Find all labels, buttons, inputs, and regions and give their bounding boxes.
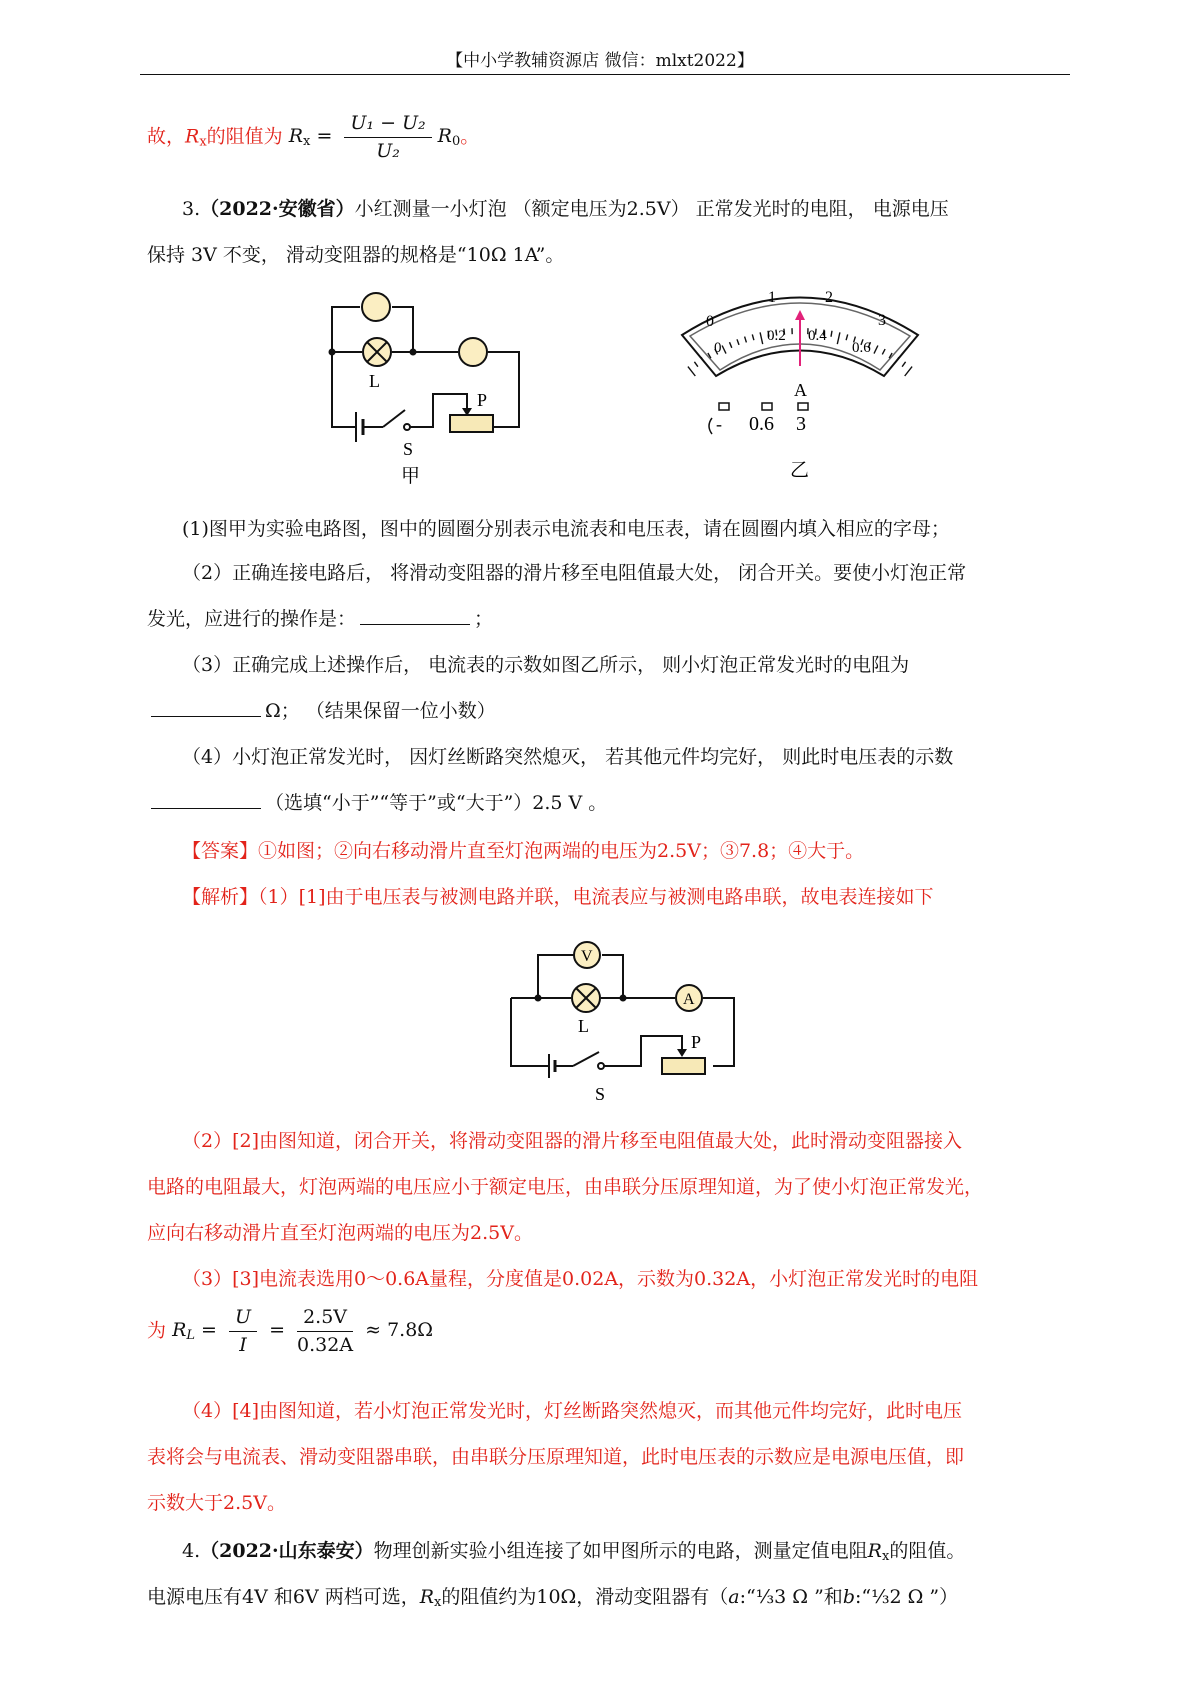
circuit-figure-jia — [325, 290, 585, 490]
outer-scale-2: 2 — [825, 289, 833, 306]
inner-scale-3: 0.6 — [852, 340, 871, 356]
voltmeter-label: V — [581, 948, 593, 965]
analysis-p1-text: （1）[1]由于电压表与被测电路并联，电流表应与被测电路串联，故电表连接如下 — [258, 886, 934, 908]
formula-denominator: U₂ — [376, 139, 400, 162]
terminal-06 — [762, 403, 772, 410]
rl-sub: L — [186, 1328, 196, 1344]
q4-stem-line1 — [182, 1540, 965, 1565]
ammeter-figure-yi — [672, 280, 932, 490]
q3-sub2a: （2）正确连接电路后， 将滑动变阻器的滑片移至电阻值最大处， 闭合开关。要使小灯泡正常 — [182, 562, 967, 584]
scale-tick — [902, 362, 906, 367]
scale-tick — [694, 362, 698, 367]
analysis-p2a: （2）[2]由图知道，闭合开关，将滑动变阻器的滑片移至电阻值最大处，此时滑动变阻器接入 — [182, 1130, 963, 1152]
rl-formula: $R_L$ = $\frac{U}{I}$ = $\frac{2.5V}{0.32A}$ ≈ 7.8Ω — [172, 1306, 434, 1356]
analysis-p4c: 示数大于2.5V。 — [147, 1492, 286, 1514]
answer-blank-3[interactable] — [151, 715, 261, 717]
terminal-neg — [719, 403, 729, 410]
q3-stem1: 小红测量一小灯泡 （额定电压为2.5V） 正常发光时的电阻， 电源电压 — [354, 198, 949, 220]
q3-sub1: (1)图甲为实验电路图，图中的圆圈分别表示电流表和电压表，请在圆圈内填入相应的字母； — [182, 518, 950, 540]
q4-stem-line2 — [147, 1586, 958, 1611]
rx-formula — [288, 112, 461, 162]
formula-numerator: U₁ − U₂ — [344, 112, 431, 138]
answer-line — [182, 840, 864, 863]
formula-fraction — [344, 112, 431, 163]
analysis-p2b: 电路的电阻最大，灯泡两端的电压应小于额定电压，由串联分压原理知道，为了使小灯泡正常发光， — [147, 1176, 984, 1198]
q3-sub2b-pre: 发光，应进行的操作是： — [147, 608, 357, 630]
q3-sub3a: （3）正确完成上述操作后， 电流表的示数如图乙所示， 则小灯泡正常发光时的电阻为 — [182, 654, 910, 676]
outer-scale-1: 1 — [768, 289, 776, 306]
formula-eq: = — [316, 125, 333, 148]
q3-number: 3. — [182, 198, 201, 220]
q4-stem1-post: 的阻值。 — [889, 1540, 966, 1562]
q4-b-label: b — [842, 1586, 855, 1608]
slider-answer-label: P — [691, 1032, 702, 1052]
right-meter-circle — [459, 338, 487, 366]
terminal-3 — [798, 403, 808, 410]
q3-sub4b — [147, 792, 607, 815]
circuit-answer-figure — [505, 938, 745, 1113]
rx-symbol: R — [185, 125, 200, 148]
q4-a-spec: :“⅓3 Ω ” — [739, 1586, 824, 1608]
fig-jia-caption: 甲 — [401, 466, 421, 487]
q4-stem2-pre: 电源电压有4V 和6V 两档可选， — [147, 1586, 420, 1608]
formula-factor: R — [437, 125, 452, 148]
inner-scale-2: 0.4 — [808, 328, 827, 344]
analysis-p3a: （3）[3]电流表选用0～0.6A量程，分度值是0.02A，示数为0.32A，小灯泡正常发光时的电阻 — [182, 1268, 979, 1290]
q3-stem-line1 — [182, 198, 949, 221]
q4-number: 4. — [182, 1540, 201, 1562]
rl-result: ≈ 7.8Ω — [365, 1319, 434, 1342]
q4-stem1-pre: 物理创新实验小组连接了如甲图所示的电路，测量定值电阻 — [373, 1540, 868, 1562]
q4-b-spec: :“⅓2 Ω ”） — [854, 1586, 959, 1608]
q4-stem2-mid: 的阻值约为10Ω，滑动变阻器有（ — [441, 1586, 729, 1608]
terminal-neg-label: - — [716, 414, 722, 434]
q3-sub4a: （4）小灯泡正常发光时， 因灯丝断路突然熄灭， 若其他元件均完好， 则此时电压表的示数 — [182, 746, 954, 768]
q4-rx-sub-2: x — [434, 1595, 442, 1610]
outer-scale-3: 3 — [878, 312, 886, 329]
answer-blank-2[interactable] — [360, 623, 470, 625]
lamp-label: L — [369, 371, 380, 391]
q3-stem-line2: 保持 3V 不变， 滑动变阻器的规格是“10Ω 1A”。 — [147, 244, 565, 266]
slider-label: P — [477, 390, 488, 410]
prev-answer-line — [147, 112, 479, 163]
header-title: 【中小学教辅资源店 微信：mlxt2022】 — [446, 51, 754, 71]
q4-a-label: a — [728, 1586, 740, 1608]
fig-yi-caption: 乙 — [790, 460, 810, 481]
q4-rx-sub: x — [881, 1549, 890, 1564]
prev-answer-prefix: 故， — [147, 125, 186, 148]
switch-answer-label: S — [595, 1084, 606, 1104]
header-rule — [140, 74, 1070, 75]
rl-symbol: R — [172, 1319, 187, 1342]
rl-frac1-den: I — [239, 1333, 247, 1356]
top-meter-circle — [362, 293, 390, 321]
analysis-p4a: （4）[4]由图知道，若小灯泡正常发光时，灯丝断路突然熄灭，而其他元件均完好，此时电压 — [182, 1400, 963, 1422]
terminal-3-label: 3 — [796, 413, 806, 435]
q3-sub2b — [147, 608, 493, 631]
analysis-p3b-pre: 为 — [147, 1319, 167, 1342]
scale-tick — [831, 331, 832, 337]
q4-rx-2: R — [419, 1586, 435, 1608]
terminal-06-label: 0.6 — [749, 413, 774, 435]
inner-scale-0: 0 — [714, 340, 722, 356]
rx-sub: x — [199, 134, 207, 150]
analysis-p3b — [147, 1306, 433, 1357]
analysis-p2c: 应向右移动滑片直至灯泡两端的电压为2.5V。 — [147, 1222, 533, 1244]
analysis-p4b: 表将会与电流表、滑动变阻器串联，由串联分压原理知道，此时电压表的示数应是电源电压值，即 — [147, 1446, 965, 1468]
formula-lhs-sub: x — [303, 134, 311, 150]
analysis-tag: 【解析】 — [182, 886, 259, 908]
scale-tick — [905, 367, 912, 376]
answer-blank-4[interactable] — [151, 807, 261, 809]
answer-tag: 【答案】 — [182, 840, 259, 862]
switch-label: S — [403, 439, 414, 459]
q3-sub3b-post: Ω； （结果保留一位小数） — [265, 700, 496, 722]
q3-sub2b-post: ； — [474, 608, 494, 630]
rl-frac2 — [297, 1306, 353, 1357]
answer-text: ①如图；②向右移动滑片直至灯泡两端的电压为2.5V；③7.8；④大于。 — [258, 840, 865, 862]
formula-lhs: R — [288, 125, 304, 148]
rl-frac1 — [229, 1306, 257, 1357]
q4-source: （2022·山东泰安） — [200, 1540, 374, 1562]
rl-frac1-num: U — [229, 1306, 257, 1332]
ammeter-label: A — [683, 991, 695, 1008]
outer-scale-0: 0 — [706, 313, 714, 330]
q3-sub4b-post: （选填“小于”“等于”或“大于”）2.5 V 。 — [265, 792, 608, 814]
inner-scale-1: 0.2 — [767, 328, 786, 344]
analysis-p1 — [182, 886, 934, 909]
q3-source: （2022·安徽省） — [200, 198, 355, 220]
rl-frac2-num: 2.5V — [297, 1306, 353, 1332]
q3-sub3b — [147, 700, 496, 723]
q4-and: 和 — [823, 1586, 843, 1608]
rl-frac2-den: 0.32A — [297, 1333, 354, 1356]
scale-tick — [688, 367, 695, 376]
formula-factor-sub: 0 — [451, 134, 461, 150]
prev-answer-end: 。 — [460, 125, 480, 148]
lamp-answer-label: L — [578, 1016, 589, 1036]
q4-rx: R — [867, 1540, 882, 1562]
meter-label: A — [794, 380, 807, 400]
prev-answer-mid: 的阻值为 — [206, 125, 283, 148]
